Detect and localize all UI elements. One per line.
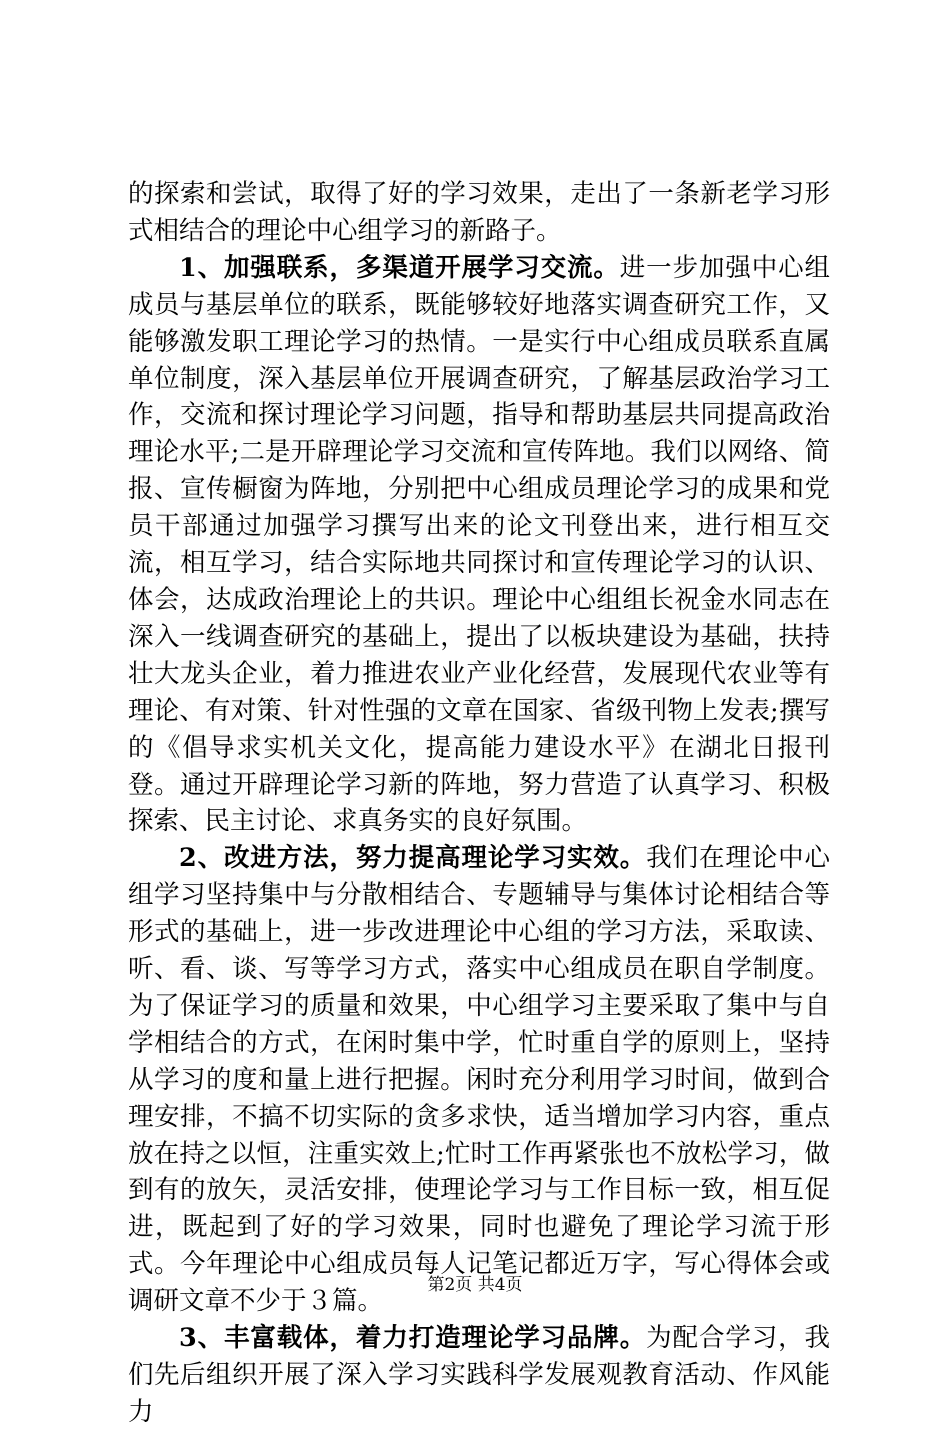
paragraph-text: 进一步加强中心组成员与基层单位的联系，既能够较好地落实调查研究工作，又能够激发职工理论学习的热情。一是实行中心组成员联系直属单位制度，深入基层单位开展调查研究，了解基层政治学习工作，交流和探讨理论学习问题，指导和帮助基层共同提高政治理论水平;二是开辟理论学习交流和宣传阵地。我们以网络、简报、宣传橱窗为阵地，分别把中心组成员理论学习的成果和党员干部通过加强学习撰写出来的论文刊登出来，进行相互交流，相互学习，结合实际地共同探讨和宣传理论学习的认识、体会，达成政治理论上的共识。理论中心组组长祝金水同志在深入一线调查研究的基础上，提出了以板块建设为基础，扶持壮大龙头企业，着力推进农业产业化经营，发展现代农业等有理论、有对策、针对性强的文章在国家、省级刊物上发表;撰写的《倡导求实机关文化，提高能力建设水平》在湖北日报刊登。通过开辟理论学习新的阵地，努力营造了认真学习、积极探索、民主讨论、求真务实的良好氛围。	[128, 252, 830, 837]
paragraph-section-2	[128, 840, 830, 1320]
page-footer	[0, 1275, 950, 1295]
paragraph-text: 我们在理论中心组学习坚持集中与分散相结合、专题辅导与集体讨论相结合等形式的基础上，进一步改进理论中心组的学习方法，采取读、听、看、谈、写等学习方式，落实中心组成员在职自学制度。为了保证学习的质量和效果，中心组学习主要采取了集中与自学相结合的方式，在闲时集中学，忙时重自学的原则上，坚持从学习的度和量上进行把握。闲时充分利用学习时间，做到合理安排，不搞不切实际的贪多求快，适当增加学习内容，重点放在持之以恒，注重实效上;忙时工作再紧张也不放松学习，做到有的放矢，灵活安排，使理论学习与工作目标一致，相互促进，既起到了好的学习效果，同时也避免了理论学习流于形式。今年理论中心组成员每人记笔记都近万字，写心得体会或调研文章不少于３篇。	[128, 843, 830, 1317]
paragraph-section-3	[128, 1320, 830, 1431]
section-heading: 1、加强联系，多渠道开展学习交流。	[179, 252, 620, 283]
paragraph-text: 为配合学习，我们先后组织开展了深入学习实践科学发展观教育活动、作风能力	[128, 1323, 830, 1427]
section-heading: 3、丰富载体，着力打造理论学习品牌。	[179, 1323, 647, 1354]
section-heading: 2、改进方法，努力提高理论学习实效。	[179, 843, 647, 874]
paragraph-continuation	[128, 176, 830, 250]
document-body	[128, 176, 830, 1431]
paragraph-text: 的探索和尝试，取得了好的学习效果，走出了一条新老学习形式相结合的理论中心组学习的新路子。	[128, 179, 830, 246]
page-number-label: 第2页 共4页	[427, 1275, 523, 1295]
paragraph-section-1	[128, 250, 830, 841]
